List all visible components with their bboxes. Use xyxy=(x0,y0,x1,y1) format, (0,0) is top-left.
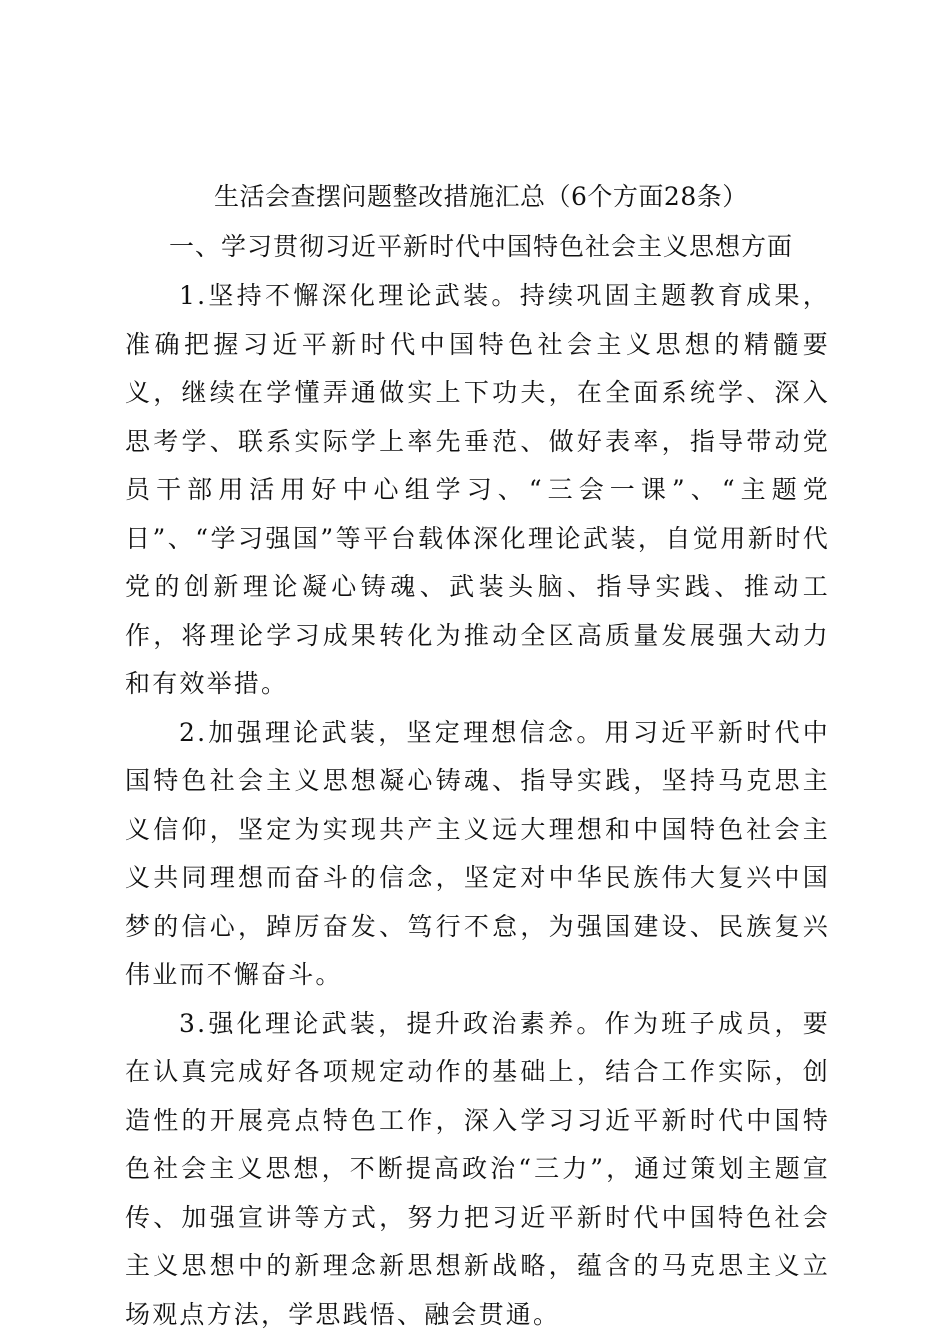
document-body xyxy=(125,172,830,1339)
paragraph-1: 1.坚持不懈深化理论武装。持续巩固主题教育成果，准确把握习近平新时代中国特色社会主义思想的精髓要义，继续在学懂弄通做实上下功夫，在全面系统学、深入思考学、联系实际学上率先垂范、做好表率，指导带动党员干部用活用好中心组学习、“三会一课”、“主题党日”、“学习强国”等平台载体深化理论武装，自觉用新时代党的创新理论凝心铸魂、武装头脑、指导实践、推动工作，将理论学习成果转化为推动全区高质量发展强大动力和有效举措。 xyxy=(125,281,830,698)
paragraph-3: 3.强化理论武装，提升政治素养。作为班子成员，要在认真完成好各项规定动作的基础上，结合工作实际，创造性的开展亮点特色工作，深入学习习近平新时代中国特色社会主义思想，不断提高政治“三力”，通过策划主题宣传、加强宣讲等方式，努力把习近平新时代中国特色社会主义思想中的新理念新思想新战略，蕴含的马克思主义立场观点方法，学思践悟、融会贯通。 xyxy=(125,1008,830,1329)
paragraph-2: 2.加强理论武装，坚定理想信念。用习近平新时代中国特色社会主义思想凝心铸魂、指导实践，坚持马克思主义信仰，坚定为实现共产主义远大理想和中国特色社会主义共同理想而奋斗的信念，坚定对中华民族伟大复兴中国梦的信心，踔厉奋发、笃行不怠，为强国建设、民族复兴伟业而不懈奋斗。 xyxy=(125,717,830,989)
section-heading: 一、学习贯彻习近平新时代中国特色社会主义思想方面 xyxy=(169,232,794,261)
document-title: 生活会查摆问题整改措施汇总（6个方面28条） xyxy=(214,182,748,211)
